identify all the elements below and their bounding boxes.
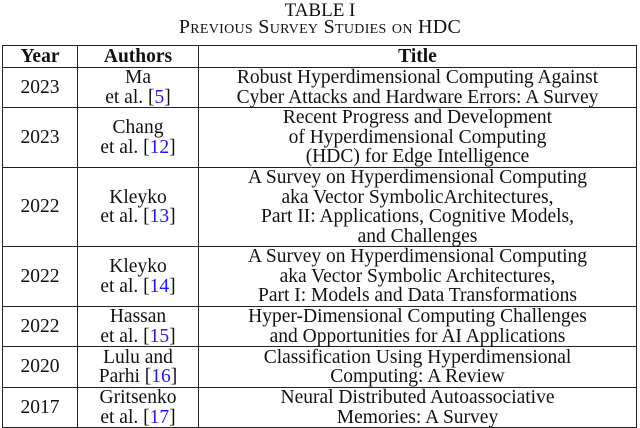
author-line: Parhi [16] — [98, 366, 178, 387]
title-line: Memories: A Survey — [336, 406, 499, 428]
author-line: et al. [14] — [100, 275, 176, 297]
cell-title — [199, 168, 637, 247]
title-line: and Opportunities for AI Applications — [269, 325, 566, 347]
cell-year: 2023 — [3, 108, 78, 168]
cell-year: 2023 — [3, 68, 78, 108]
cell-authors — [78, 247, 199, 307]
table-row — [3, 108, 637, 168]
cell-title — [199, 388, 637, 428]
author-text: et al. [ — [100, 325, 150, 347]
cell-title — [199, 68, 637, 108]
citation-link[interactable]: 16 — [151, 366, 171, 387]
cell-year: 2017 — [3, 388, 78, 428]
title-line: Hyper-Dimensional Computing Challenges — [248, 306, 587, 327]
title-line: Neural Distributed Autoassociative — [280, 387, 555, 408]
author-line: et al. [13] — [100, 206, 176, 227]
author-text: et al. [ — [105, 86, 155, 108]
cell-title — [199, 247, 637, 307]
author-line: et al. [15] — [100, 325, 176, 347]
title-line: Cyber Attacks and Hardware Errors: A Survey — [236, 86, 599, 108]
cell-authors — [78, 347, 199, 388]
cell-year: 2022 — [3, 168, 78, 247]
author-line — [80, 257, 196, 277]
table-row — [3, 307, 637, 347]
citation-link[interactable]: 12 — [149, 136, 170, 158]
table-caption: Previous Survey Studies on HDC — [178, 16, 462, 38]
table-label: TABLE I — [284, 0, 356, 21]
title-line: Computing: A Review — [330, 366, 505, 387]
cell-year: 2020 — [3, 347, 78, 388]
cell-authors — [78, 108, 199, 168]
cell-title — [199, 307, 637, 347]
author-text: Chang — [112, 117, 164, 138]
title-line: aka Vector SymbolicArchitectures, — [281, 186, 554, 208]
author-line: et al. [12] — [100, 136, 176, 158]
header-title: Title — [199, 46, 637, 68]
author-line — [80, 188, 196, 208]
author-line — [80, 307, 196, 327]
cell-year: 2022 — [3, 247, 78, 307]
table-row — [3, 68, 637, 108]
cell-authors — [78, 388, 199, 428]
title-line: A Survey on Hyperdimensional Computing — [247, 246, 588, 268]
author-text: Kleyko — [109, 256, 167, 277]
author-line — [80, 348, 196, 368]
citation-link[interactable]: 13 — [149, 206, 170, 227]
table-row — [3, 168, 637, 247]
citation-link[interactable]: 15 — [149, 325, 170, 347]
header-authors: Authors — [78, 46, 199, 68]
cell-year: 2022 — [3, 307, 78, 347]
title-line: aka Vector Symbolic Architectures, — [279, 265, 556, 287]
title-line: Part II: Applications, Cognitive Models, — [260, 206, 575, 227]
cell-authors — [78, 168, 199, 247]
author-text: Ma — [125, 67, 151, 88]
author-line — [80, 388, 196, 408]
citation-link[interactable]: 17 — [149, 406, 170, 428]
cell-title — [199, 347, 637, 388]
title-line: (HDC) for Edge Intelligence — [305, 146, 530, 168]
author-text: Parhi [ — [98, 366, 152, 387]
cell-title — [199, 108, 637, 168]
title-line: Classification Using Hyperdimensional — [263, 346, 572, 368]
author-text: Kleyko — [109, 186, 167, 208]
author-text: et al. [ — [100, 206, 150, 227]
table-row — [3, 347, 637, 388]
author-line — [80, 68, 196, 88]
author-text: Gritsenko — [99, 387, 177, 408]
author-line — [80, 118, 196, 138]
title-line: Robust Hyperdimensional Computing Against — [236, 67, 599, 88]
citation-link[interactable]: 14 — [149, 275, 170, 297]
table-row — [3, 247, 637, 307]
title-line: and Challenges — [357, 225, 478, 247]
author-text: et al. [ — [100, 275, 150, 297]
author-text: et al. [ — [100, 136, 150, 158]
table-row — [3, 388, 637, 428]
author-text: et al. [ — [100, 406, 150, 428]
title-line: of Hyperdimensional Computing — [288, 126, 547, 148]
title-line: Part I: Models and Data Transformations — [257, 285, 577, 307]
cell-authors — [78, 307, 199, 347]
citation-link[interactable]: 5 — [154, 86, 165, 108]
header-row — [3, 46, 637, 68]
title-line: Recent Progress and Development — [282, 107, 553, 129]
title-line: A Survey on Hyperdimensional Computing — [247, 167, 588, 188]
header-year: Year — [3, 46, 78, 68]
survey-table — [2, 45, 637, 428]
author-line: et al. [17] — [100, 406, 176, 428]
cell-authors — [78, 68, 199, 108]
author-text: Lulu and — [103, 346, 173, 368]
author-line: et al. [5] — [105, 86, 171, 108]
author-text: Hassan — [109, 306, 167, 327]
